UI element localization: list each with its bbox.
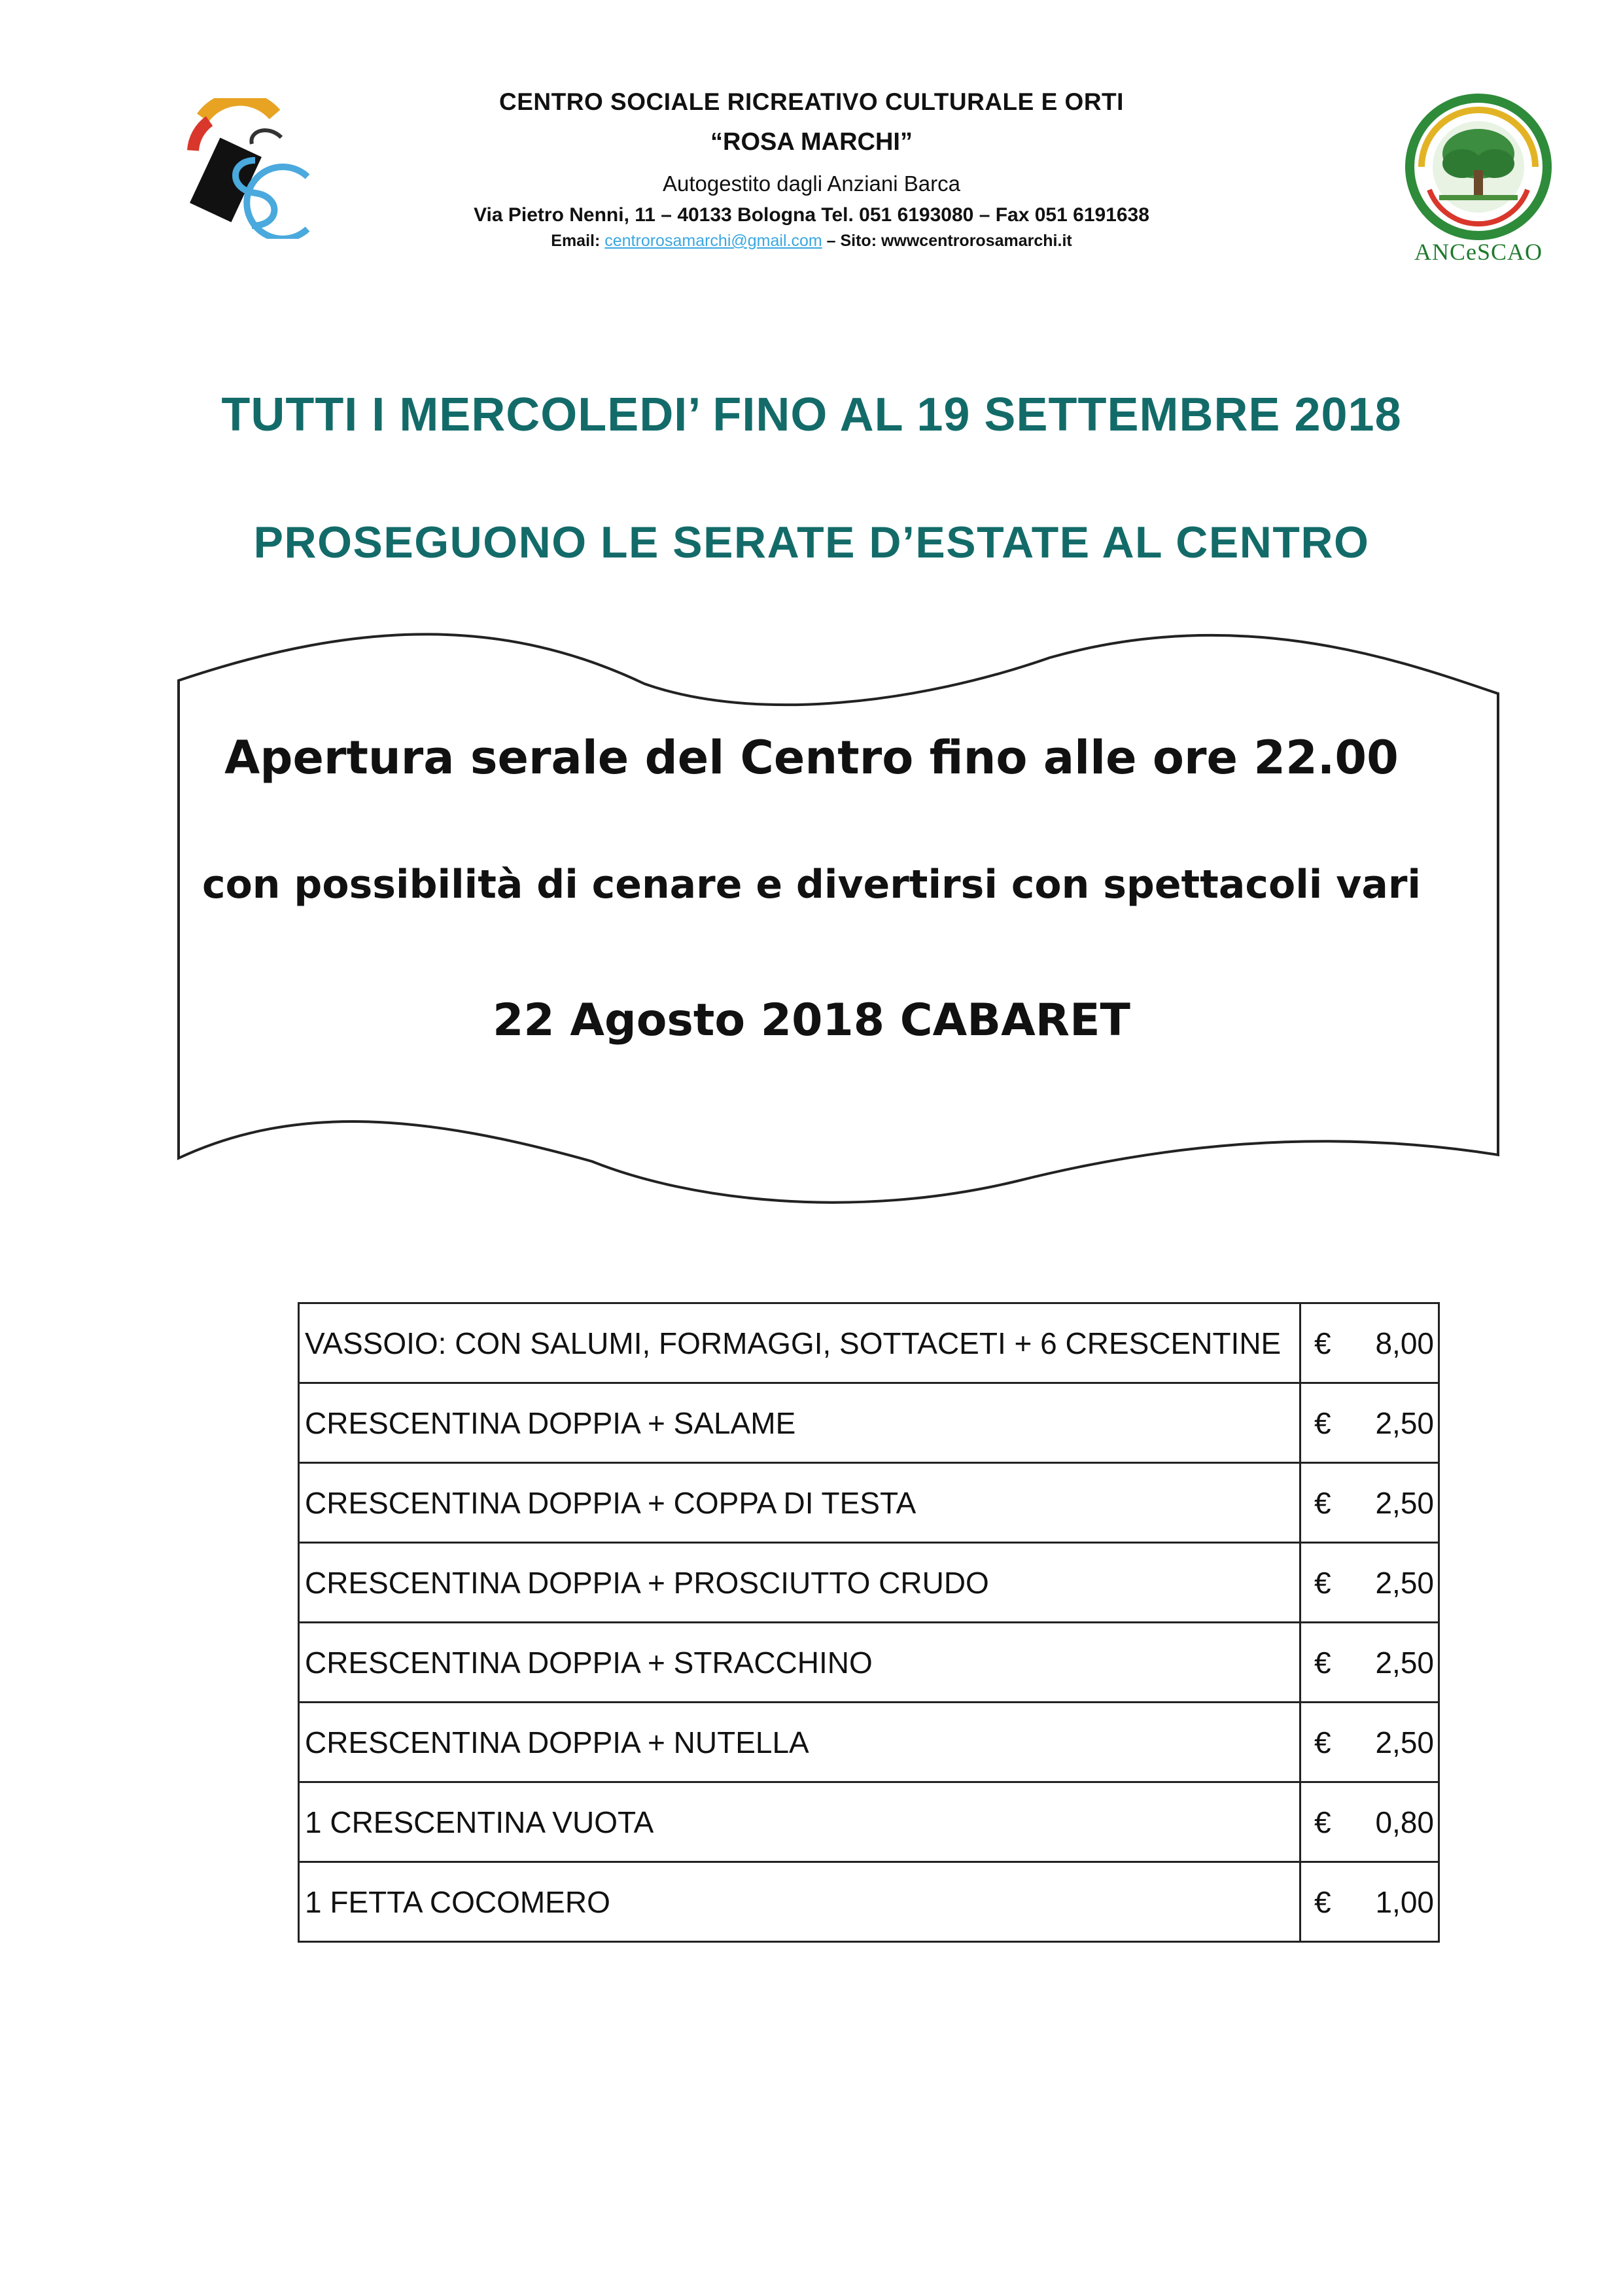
item-price: 1,00 [1375, 1884, 1434, 1919]
currency-symbol: € [1314, 1884, 1331, 1919]
item-price-cell [1300, 1463, 1439, 1543]
item-price-cell [1300, 1623, 1439, 1703]
table-row [299, 1623, 1439, 1703]
contact-line [0, 232, 1623, 251]
table-row [299, 1543, 1439, 1623]
item-price-cell [1300, 1543, 1439, 1623]
currency-symbol: € [1314, 1725, 1331, 1759]
price-table [298, 1302, 1440, 1943]
item-price-cell [1300, 1782, 1439, 1862]
currency-symbol: € [1314, 1805, 1331, 1839]
email-label: Email: [551, 232, 601, 250]
org-name: CENTRO SOCIALE RICREATIVO CULTURALE E ORTI [499, 88, 1124, 115]
org-subname: “ROSA MARCHI” [710, 128, 913, 156]
table-row [299, 1703, 1439, 1782]
self-managed-note: Autogestito dagli Anziani Barca [663, 171, 960, 196]
item-name: VASSOIO: CON SALUMI, FORMAGGI, SOTTACETI + 6 CRESCENTINE [299, 1303, 1300, 1383]
item-price: 2,50 [1375, 1405, 1434, 1440]
currency-symbol: € [1314, 1565, 1331, 1600]
table-row [299, 1383, 1439, 1463]
item-name: 1 FETTA COCOMERO [299, 1862, 1300, 1942]
ancescao-caption: ANCeSCAO [1414, 239, 1543, 265]
title-dates: TUTTI I MERCOLEDI’ FINO AL 19 SETTEMBRE 2018 [221, 389, 1402, 441]
item-name: CRESCENTINA DOPPIA + COPPA DI TESTA [299, 1463, 1300, 1543]
address-line: Via Pietro Nenni, 11 – 40133 Bologna Tel. 051 6193080 – Fax 051 6191638 [474, 204, 1149, 226]
title-summer-evenings: PROSEGUONO LE SERATE D’ESTATE AL CENTRO [253, 518, 1370, 567]
email-link[interactable]: centrorosamarchi@gmail.com [604, 232, 822, 250]
banner-dinner-info: con possibilità di cenare e divertirsi con spettacoli vari [202, 862, 1421, 908]
item-name: 1 CRESCENTINA VUOTA [299, 1782, 1300, 1862]
item-price: 2,50 [1375, 1485, 1434, 1520]
wavy-banner [167, 631, 1508, 1207]
item-price: 0,80 [1375, 1805, 1434, 1839]
table-row [299, 1463, 1439, 1543]
ancescao-logo-icon [1403, 92, 1554, 242]
currency-symbol: € [1314, 1326, 1331, 1360]
table-row [299, 1862, 1439, 1942]
banner-opening-hours: Apertura serale del Centro fino alle ore 22.00 [224, 731, 1399, 785]
table-row [299, 1782, 1439, 1862]
price-table-body [299, 1303, 1439, 1942]
item-price: 2,50 [1375, 1645, 1434, 1680]
item-name: CRESCENTINA DOPPIA + STRACCHINO [299, 1623, 1300, 1703]
item-price-cell [1300, 1303, 1439, 1383]
banner-event: 22 Agosto 2018 CABARET [493, 995, 1130, 1046]
table-row [299, 1303, 1439, 1383]
item-name: CRESCENTINA DOPPIA + PROSCIUTTO CRUDO [299, 1543, 1300, 1623]
item-name: CRESCENTINA DOPPIA + SALAME [299, 1383, 1300, 1463]
currency-symbol: € [1314, 1485, 1331, 1520]
site-label: – Sito: wwwcentrorosamarchi.it [826, 232, 1072, 250]
item-price-cell [1300, 1703, 1439, 1782]
item-price: 2,50 [1375, 1565, 1434, 1600]
item-price-cell [1300, 1862, 1439, 1942]
item-name: CRESCENTINA DOPPIA + NUTELLA [299, 1703, 1300, 1782]
item-price-cell [1300, 1383, 1439, 1463]
item-price: 2,50 [1375, 1725, 1434, 1759]
item-price: 8,00 [1375, 1326, 1434, 1360]
currency-symbol: € [1314, 1645, 1331, 1680]
currency-symbol: € [1314, 1405, 1331, 1440]
